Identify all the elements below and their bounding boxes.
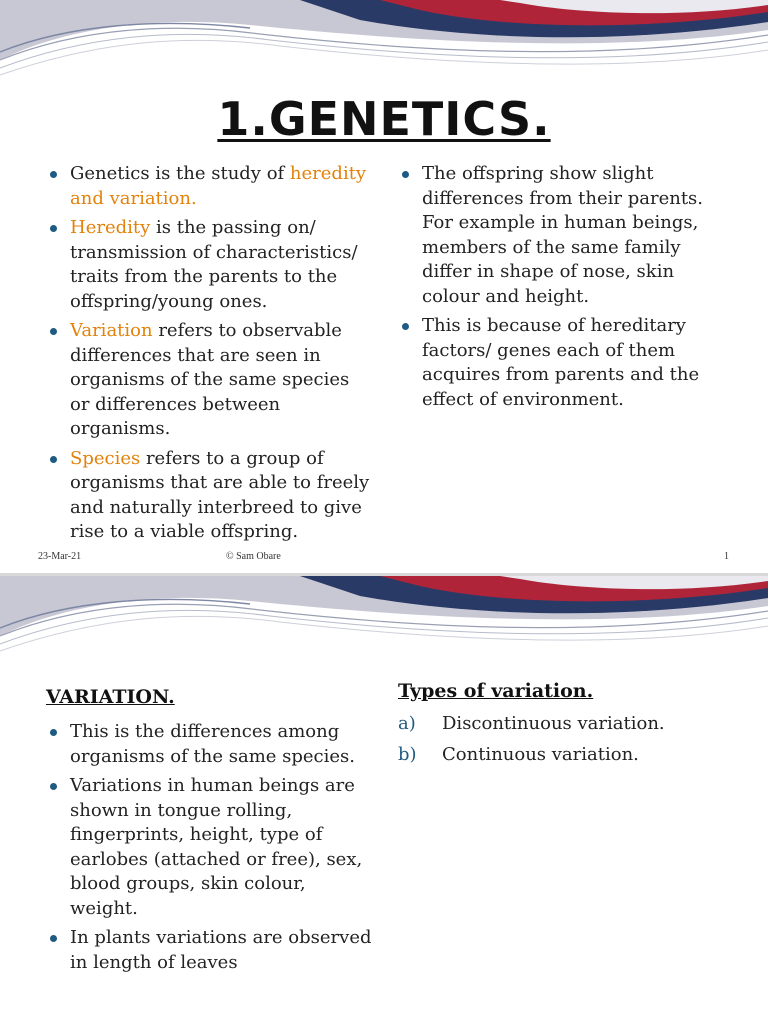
bullet-variation: Variation refers to observable differences that are seen in organisms of the same species or differences between organisms. [44, 319, 374, 442]
slide-title: 1.GENETICS. [217, 92, 551, 146]
bullet-dot-icon [402, 323, 409, 330]
types-list [398, 708, 728, 770]
highlight-term: Heredity [70, 217, 151, 238]
bullet-genetics: Genetics is the study of heredity and variation. [44, 162, 374, 211]
footer-page-number: 1 [724, 551, 729, 562]
bullet-human-variation: Variations in human beings are shown in tongue rolling, fingerprints, height, type of earlobes (attached or free), sex, blood groups, skin colour, weight. [44, 774, 374, 921]
bullet-dot-icon [50, 729, 57, 736]
left-column [44, 162, 374, 550]
bullet-dot-icon [402, 171, 409, 178]
highlight-term: Species [70, 447, 141, 469]
bullet-heredity: Heredity is the passing on/ transmission of characteristics/ traits from the parents to the offspring/young ones. [44, 216, 374, 314]
highlight-term: Variation [70, 320, 153, 341]
bullet-offspring: The offspring show slight differences from their parents. For example in human beings, members of the same family differ in shape of nose, skin colour and height. [396, 162, 716, 309]
type-discontinuous: a) Discontinuous variation. [398, 708, 728, 739]
slide-2 [0, 576, 768, 1024]
bullet-dot-icon [50, 225, 57, 232]
variation-column [44, 720, 374, 980]
types-heading: Types of variation. [398, 680, 594, 702]
list-marker: a) [398, 713, 416, 734]
right-column [396, 162, 716, 417]
list-marker: b) [398, 744, 417, 765]
bullet-dot-icon [50, 456, 57, 463]
bullet-definition: This is the differences among organisms of the same species. [44, 720, 374, 769]
bullet-dot-icon [50, 935, 57, 942]
decorative-banner [0, 576, 768, 666]
bullet-plant-variation: In plants variations are observed in length of leaves [44, 926, 374, 975]
bullet-dot-icon [50, 171, 57, 178]
footer-author: © Sam Obare [226, 551, 281, 562]
bullet-dot-icon [50, 783, 57, 790]
bullet-dot-icon [50, 328, 57, 335]
variation-heading: VARIATION. [46, 686, 175, 708]
highlight-term: heredity and variation. [70, 163, 367, 209]
footer-date: 23-Mar-21 [38, 551, 82, 562]
bullet-species: Species refers to a group of organisms that are able to freely and naturally interbreed to give rise to a viable offspring. [44, 447, 374, 545]
bullet-hereditary-factors: This is because of hereditary factors/ genes each of them acquires from parents and the effect of environment. [396, 314, 716, 412]
type-continuous: b) Continuous variation. [398, 739, 728, 770]
decorative-banner [0, 0, 768, 90]
